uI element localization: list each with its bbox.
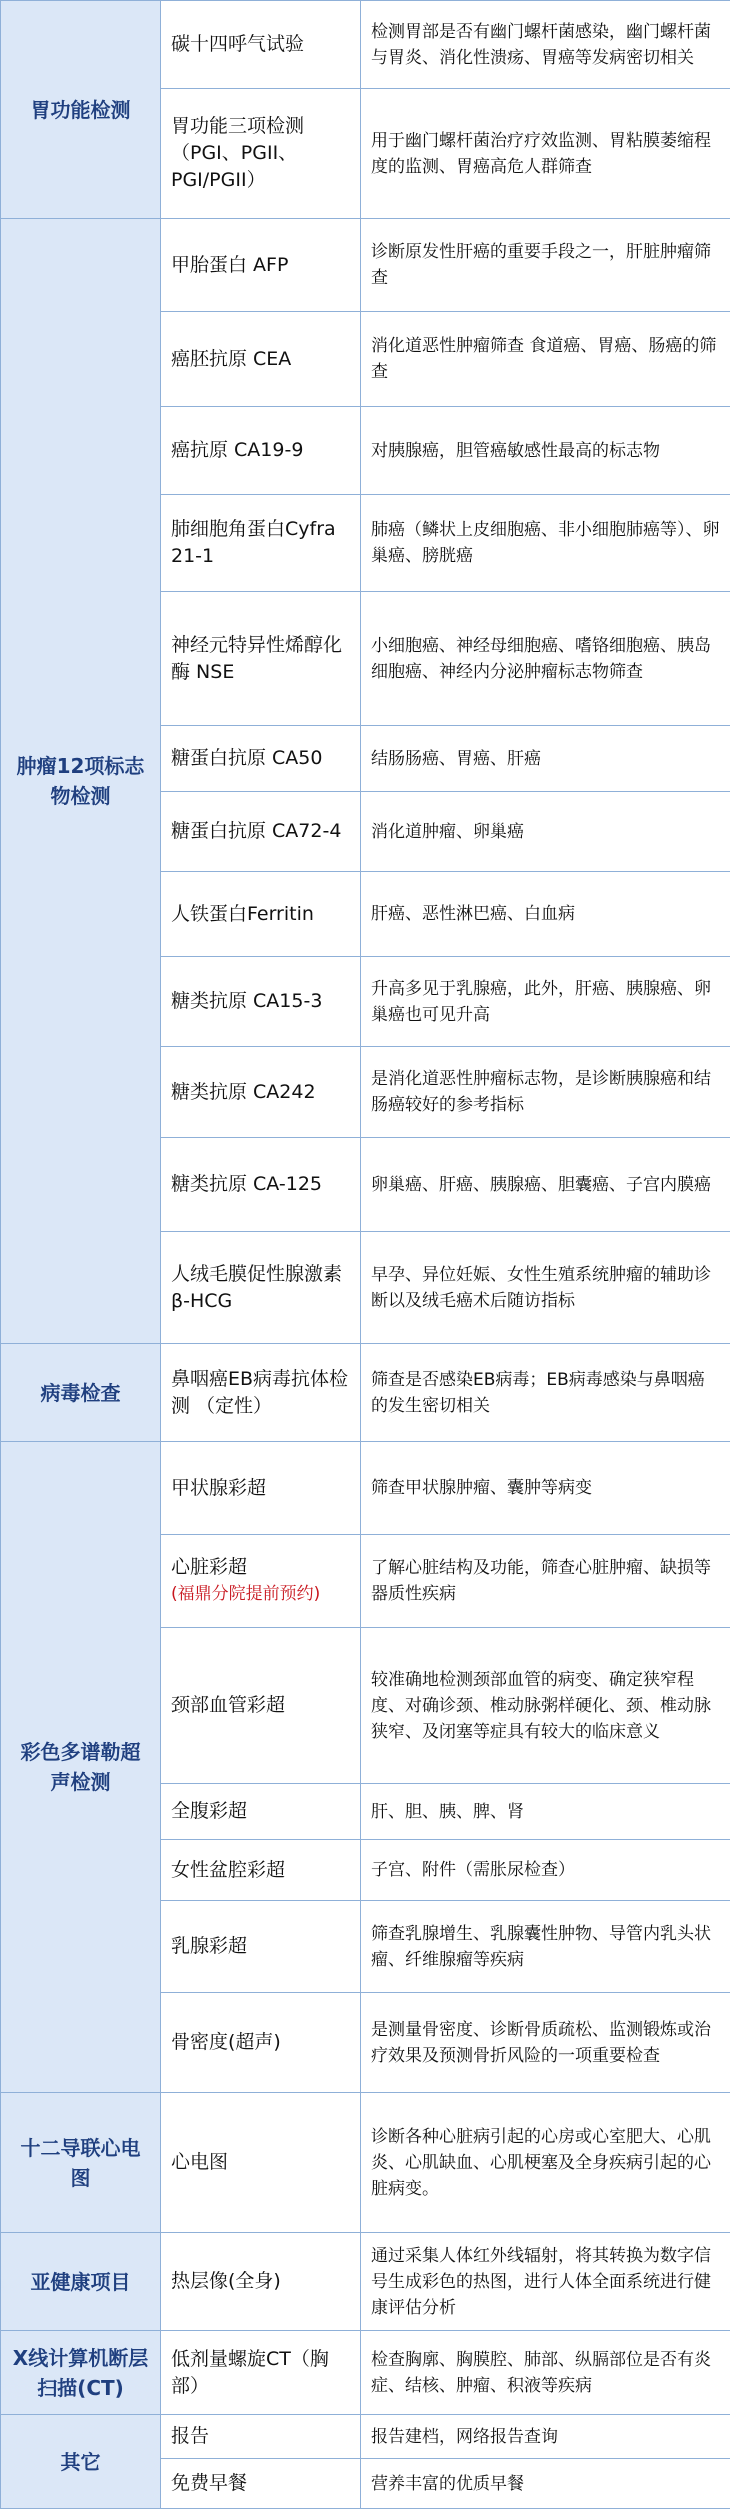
item-name: 糖类抗原 CA242: [161, 1047, 361, 1138]
category-cell: 病毒检查: [1, 1344, 161, 1442]
item-name: 癌胚抗原 CEA: [161, 312, 361, 407]
item-description: 肝癌、恶性淋巴癌、白血病: [361, 872, 730, 957]
item-name: 女性盆腔彩超: [161, 1840, 361, 1901]
item-description: 了解心脏结构及功能，筛查心脏肿瘤、缺损等器质性疾病: [361, 1535, 730, 1628]
item-description: 用于幽门螺杆菌治疗疗效监测、胃粘膜萎缩程度的监测、胃癌高危人群筛查: [361, 89, 730, 219]
item-description: 较准确地检测颈部血管的病变、确定狭窄程度、对确诊颈、椎动脉粥样硬化、颈、椎动脉狭窄、及闭塞等症具有较大的临床意义: [361, 1628, 730, 1784]
item-description: 早孕、异位妊娠、女性生殖系统肿瘤的辅助诊断以及绒毛癌术后随访指标: [361, 1232, 730, 1344]
table-row: [1, 2093, 730, 2233]
item-name: 碳十四呼气试验: [161, 1, 361, 89]
item-description: 诊断各种心脏病引起的心房或心室肥大、心肌炎、心肌缺血、心肌梗塞及全身疾病引起的心脏病变。: [361, 2093, 730, 2233]
item-description: 营养丰富的优质早餐: [361, 2459, 730, 2509]
item-description: 卵巢癌、肝癌、胰腺癌、胆囊癌、子宫内膜癌: [361, 1138, 730, 1232]
category-cell: 其它: [1, 2415, 161, 2509]
item-name: 糖蛋白抗原 CA50: [161, 726, 361, 792]
item-description: 是测量骨密度、诊断骨质疏松、监测锻炼或治疗效果及预测骨折风险的一项重要检查: [361, 1993, 730, 2093]
table-row: [1, 1, 730, 89]
item-name: 全腹彩超: [161, 1784, 361, 1840]
item-name: 胃功能三项检测（PGI、PGII、PGI/PGII）: [161, 89, 361, 219]
item-description: 对胰腺癌，胆管癌敏感性最高的标志物: [361, 407, 730, 495]
item-description: 小细胞癌、神经母细胞癌、嗜铬细胞癌、胰岛细胞癌、神经内分泌肿瘤标志物筛查: [361, 592, 730, 726]
item-description: 筛查甲状腺肿瘤、囊肿等病变: [361, 1442, 730, 1535]
item-name: 肺细胞角蛋白Cyfra 21-1: [161, 495, 361, 592]
item-name: 免费早餐: [161, 2459, 361, 2509]
item-description: 通过采集人体红外线辐射，将其转换为数字信号生成彩色的热图，进行人体全面系统进行健康评估分析: [361, 2233, 730, 2331]
item-name: 甲胎蛋白 AFP: [161, 219, 361, 312]
booking-note: (福鼎分院提前预约): [171, 1584, 321, 1604]
item-description: 消化道肿瘤、卵巢癌: [361, 792, 730, 872]
item-name: 癌抗原 CA19-9: [161, 407, 361, 495]
item-description: 结肠肠癌、胃癌、肝癌: [361, 726, 730, 792]
item-description: 升高多见于乳腺癌，此外，肝癌、胰腺癌、卵巢癌也可见升高: [361, 957, 730, 1047]
item-description: 筛查乳腺增生、乳腺囊性肿物、导管内乳头状瘤、纤维腺瘤等疾病: [361, 1901, 730, 1993]
table-row: [1, 2331, 730, 2415]
item-description: 消化道恶性肿瘤筛查 食道癌、胃癌、肠癌的筛查: [361, 312, 730, 407]
item-description: 子宫、附件（需胀尿检查）: [361, 1840, 730, 1901]
item-description: 是消化道恶性肿瘤标志物，是诊断胰腺癌和结肠癌较好的参考指标: [361, 1047, 730, 1138]
item-name: 神经元特异性烯醇化酶 NSE: [161, 592, 361, 726]
item-name: 人绒毛膜促性腺激素 β-HCG: [161, 1232, 361, 1344]
table-row: [1, 2233, 730, 2331]
item-description: 肝、胆、胰、脾、肾: [361, 1784, 730, 1840]
item-name: 鼻咽癌EB病毒抗体检测 （定性）: [161, 1344, 361, 1442]
table-row: [1, 2415, 730, 2459]
item-description: 诊断原发性肝癌的重要手段之一，肝脏肿瘤筛查: [361, 219, 730, 312]
item-name-cell: [161, 1535, 361, 1628]
item-description: 报告建档，网络报告查询: [361, 2415, 730, 2459]
item-name: 颈部血管彩超: [161, 1628, 361, 1784]
item-name: 心脏彩超: [171, 1556, 248, 1578]
table-row: [1, 1442, 730, 1535]
item-name: 糖蛋白抗原 CA72-4: [161, 792, 361, 872]
item-name: 热层像(全身): [161, 2233, 361, 2331]
item-name: 报告: [161, 2415, 361, 2459]
item-description: 检查胸廓、胸膜腔、肺部、纵膈部位是否有炎症、结核、肿瘤、积液等疾病: [361, 2331, 730, 2415]
item-description: 检测胃部是否有幽门螺杆菌感染，幽门螺杆菌与胃炎、消化性溃疡、胃癌等发病密切相关: [361, 1, 730, 89]
item-name: 糖类抗原 CA15-3: [161, 957, 361, 1047]
item-name: 乳腺彩超: [161, 1901, 361, 1993]
category-cell: 胃功能检测: [1, 1, 161, 219]
item-name: 糖类抗原 CA-125: [161, 1138, 361, 1232]
category-cell: 肿瘤12项标志物检测: [1, 219, 161, 1344]
item-name: 甲状腺彩超: [161, 1442, 361, 1535]
category-cell: 十二导联心电图: [1, 2093, 161, 2233]
item-description: 筛查是否感染EB病毒；EB病毒感染与鼻咽癌的发生密切相关: [361, 1344, 730, 1442]
item-name: 低剂量螺旋CT（胸部）: [161, 2331, 361, 2415]
category-cell: 亚健康项目: [1, 2233, 161, 2331]
category-cell: 彩色多谱勒超声检测: [1, 1442, 161, 2093]
item-name: 骨密度(超声): [161, 1993, 361, 2093]
category-cell: X线计算机断层扫描(CT): [1, 2331, 161, 2415]
table-row: [1, 1344, 730, 1442]
table-row: [1, 219, 730, 312]
item-description: 肺癌（鳞状上皮细胞癌、非小细胞肺癌等）、卵巢癌、膀胱癌: [361, 495, 730, 592]
item-name: 人铁蛋白Ferritin: [161, 872, 361, 957]
item-name: 心电图: [161, 2093, 361, 2233]
